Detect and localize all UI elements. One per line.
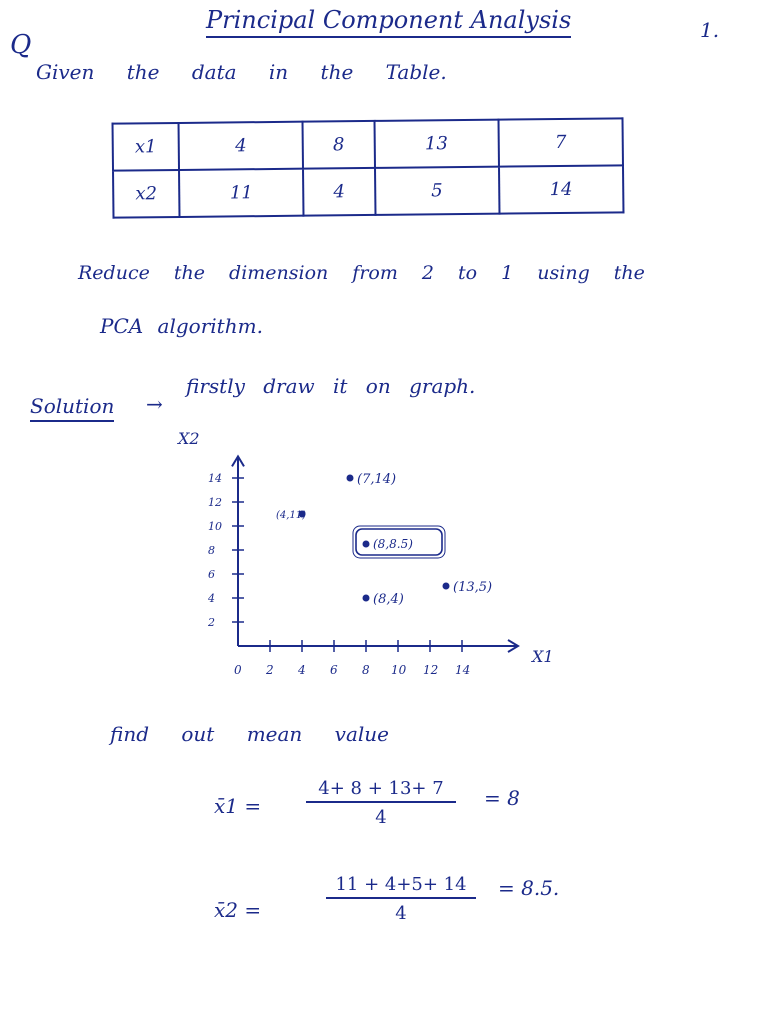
row-label-x2: x2 <box>113 170 179 218</box>
x2-mean-result: = 8.5. <box>498 876 560 900</box>
point-label: (8,8.5) <box>373 537 413 551</box>
table-cell: 8 <box>303 121 375 169</box>
arrow-icon: → <box>146 392 163 416</box>
page-title: Principal Component Analysis <box>206 6 571 38</box>
point-label: (4,11) <box>276 510 307 521</box>
y-tick-label: 12 <box>208 496 222 509</box>
point-label: (13,5) <box>453 580 493 595</box>
data-table <box>112 117 625 218</box>
task-line-1: Reduce the dimension from 2 to 1 using the <box>78 262 645 284</box>
x1-mean-label: x̄1 = <box>214 794 262 818</box>
x-tick-label: 8 <box>362 663 370 677</box>
x-tick-label: 10 <box>391 663 407 677</box>
solution-label: Solution <box>30 394 114 422</box>
point-label: (8,4) <box>373 592 404 607</box>
solution-text: firstly draw it on graph. <box>186 374 476 398</box>
y-tick-label: 8 <box>208 544 215 557</box>
y-tick-label: 6 <box>208 568 215 581</box>
x2-numerator: 11 + 4+5+ 14 <box>326 874 476 899</box>
x-tick-label: 2 <box>266 663 274 677</box>
table-cell: 4 <box>179 122 304 170</box>
x-axis-label: X1 <box>532 647 554 666</box>
point-label: (7,14) <box>357 472 397 487</box>
x2-mean-label: x̄2 = <box>214 898 262 922</box>
table-row <box>113 118 623 170</box>
y-tick-label: 14 <box>208 472 222 485</box>
x1-mean-result: = 8 <box>484 786 520 810</box>
x2-denominator: 4 <box>395 903 407 924</box>
y-axis-label: X2 <box>178 429 200 448</box>
scatter-graph <box>0 420 768 720</box>
x-tick-label: 0 <box>234 663 242 677</box>
mean-heading: find out mean value <box>110 722 389 746</box>
table-cell: 13 <box>374 120 499 168</box>
task-line-2: PCA algorithm. <box>100 314 263 338</box>
data-point <box>443 583 450 590</box>
data-point <box>363 595 370 602</box>
y-tick-label: 2 <box>208 616 215 629</box>
x1-numerator: 4+ 8 + 13+ 7 <box>306 778 456 803</box>
x1-mean-fraction <box>306 778 456 828</box>
x-tick-label: 6 <box>330 663 338 677</box>
table-cell: 7 <box>498 118 623 166</box>
data-point <box>347 475 354 482</box>
x-tick-label: 4 <box>298 663 306 677</box>
x-tick-label: 12 <box>423 663 439 677</box>
x1-denominator: 4 <box>375 807 387 828</box>
x-tick-label: 14 <box>455 663 471 677</box>
table-row <box>113 165 623 217</box>
page-number: 1. <box>700 18 720 42</box>
question-marker: Q <box>10 30 32 60</box>
x2-mean-fraction <box>326 874 476 924</box>
table-cell: 5 <box>375 167 500 215</box>
y-tick-label: 4 <box>208 592 215 605</box>
table-cell: 4 <box>303 168 375 216</box>
question-prompt: Given the data in the Table. <box>36 60 447 84</box>
row-label-x1: x1 <box>113 123 179 171</box>
data-point <box>363 541 370 548</box>
table-cell: 14 <box>499 165 624 213</box>
y-tick-label: 10 <box>208 520 222 533</box>
table-cell: 11 <box>179 169 304 217</box>
